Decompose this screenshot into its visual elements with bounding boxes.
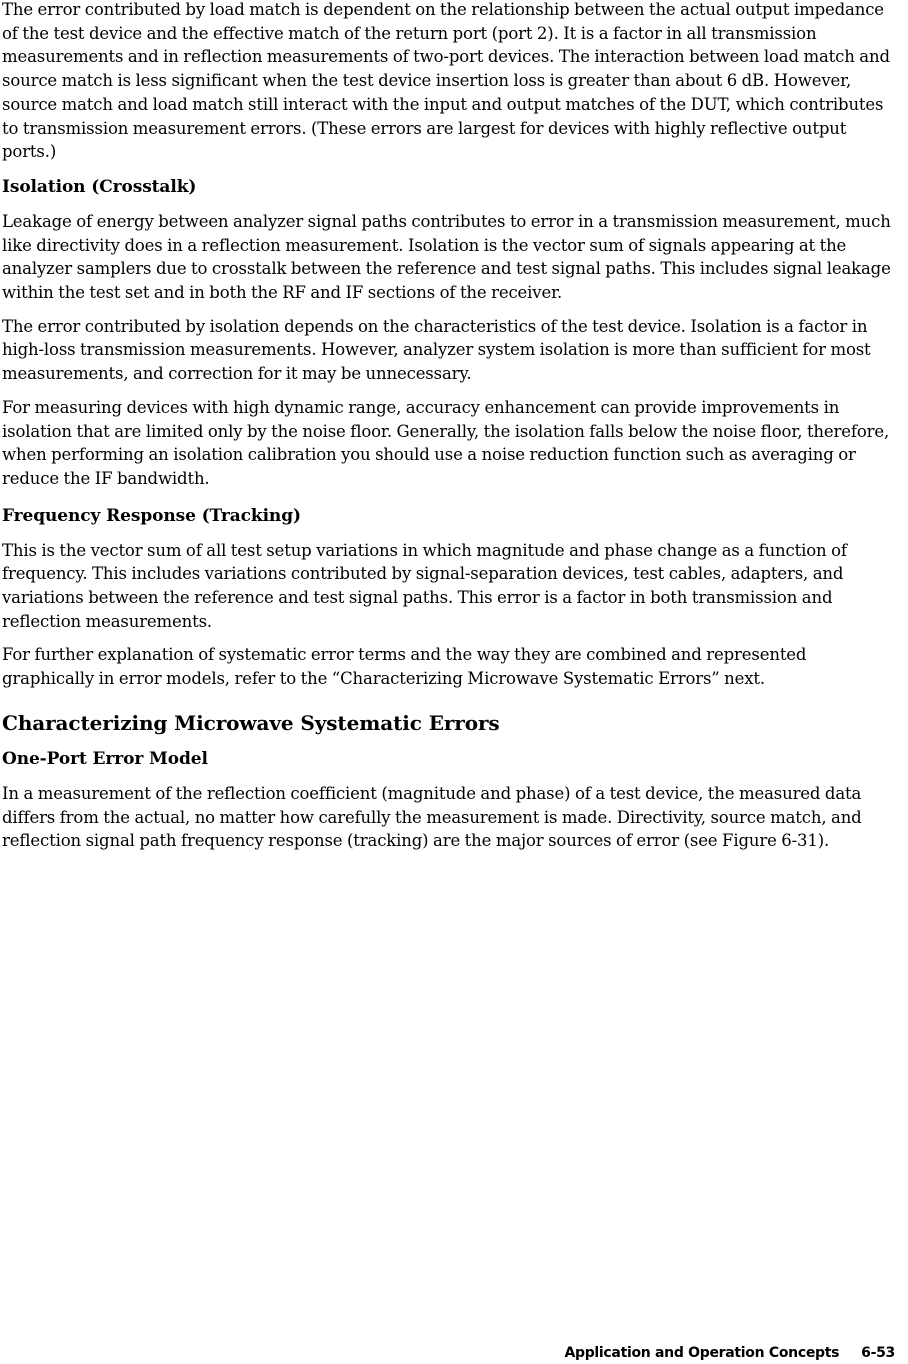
page-content (2, 0, 902, 853)
footer-section-title: Application and Operation Concepts (564, 1345, 840, 1361)
isolation-paragraph-2: The error contributed by isolation depends on the characteristics of the test device. Isolation is a factor in high-loss transmission measurements. However, analyzer system isolation is more than sufficient for most measurements, and correction for it may be unnecessary. (2, 316, 871, 384)
isolation-paragraph-1: Leakage of energy between analyzer signal paths contributes to error in a transmission measurement, much like directivity does in a reflection measurement. Isolation is the vector sum of signals appearing at the analyzer samplers due to crosstalk between the reference and test signal paths. This includes signal leakage within the test set and in both the RF and IF sections of the receiver. (2, 211, 891, 303)
page-footer (564, 1343, 895, 1363)
frequency-response-paragraph-2: For further explanation of systematic error terms and the way they are combined and represented graphically in error models, refer to the “Characterizing Microwave Systematic Errors” next. (2, 645, 807, 689)
one-port-paragraph: In a measurement of the reflection coefficient (magnitude and phase) of a test device, the measured data differs from the actual, no matter how carefully the measurement is made. Directivity, source match, and reflection signal path frequency response (tracking) are the major sources of error (see Figure 6-31). (2, 783, 862, 851)
frequency-response-heading: Frequency Response (Tracking) (2, 505, 301, 526)
characterizing-errors-heading: Characterizing Microwave Systematic Errors (2, 710, 500, 735)
load-match-paragraph: The error contributed by load match is dependent on the relationship between the actual output impedance of the test device and the effective match of the return port (port 2). It is a factor in all transmission measurements and in reflection measurements of two-port devices. The interaction between load match and source match is less significant when the test device insertion loss is greater than about 6 dB. However, source match and load match still interact with the input and output matches of the DUT, which contributes to transmission measurement errors. (These errors are largest for devices with highly reflective output ports.) (2, 0, 890, 162)
isolation-paragraph-3: For measuring devices with high dynamic range, accuracy enhancement can provide improvements in isolation that are limited only by the noise floor. Generally, the isolation falls below the noise floor, therefore, when performing an isolation calibration you should use a noise reduction function such as averaging or reduce the IF bandwidth. (2, 397, 890, 488)
frequency-response-paragraph-1: This is the vector sum of all test setup variations in which magnitude and phase change as a function of frequency. This includes variations contributed by signal-separation devices, test cables, adapters, and variations between the reference and test signal paths. This error is a factor in both transmission and reflection measurements. (2, 540, 847, 631)
page-number: 6-53 (861, 1345, 895, 1361)
isolation-heading: Isolation (Crosstalk) (2, 176, 197, 197)
one-port-error-model-heading: One-Port Error Model (2, 748, 208, 769)
